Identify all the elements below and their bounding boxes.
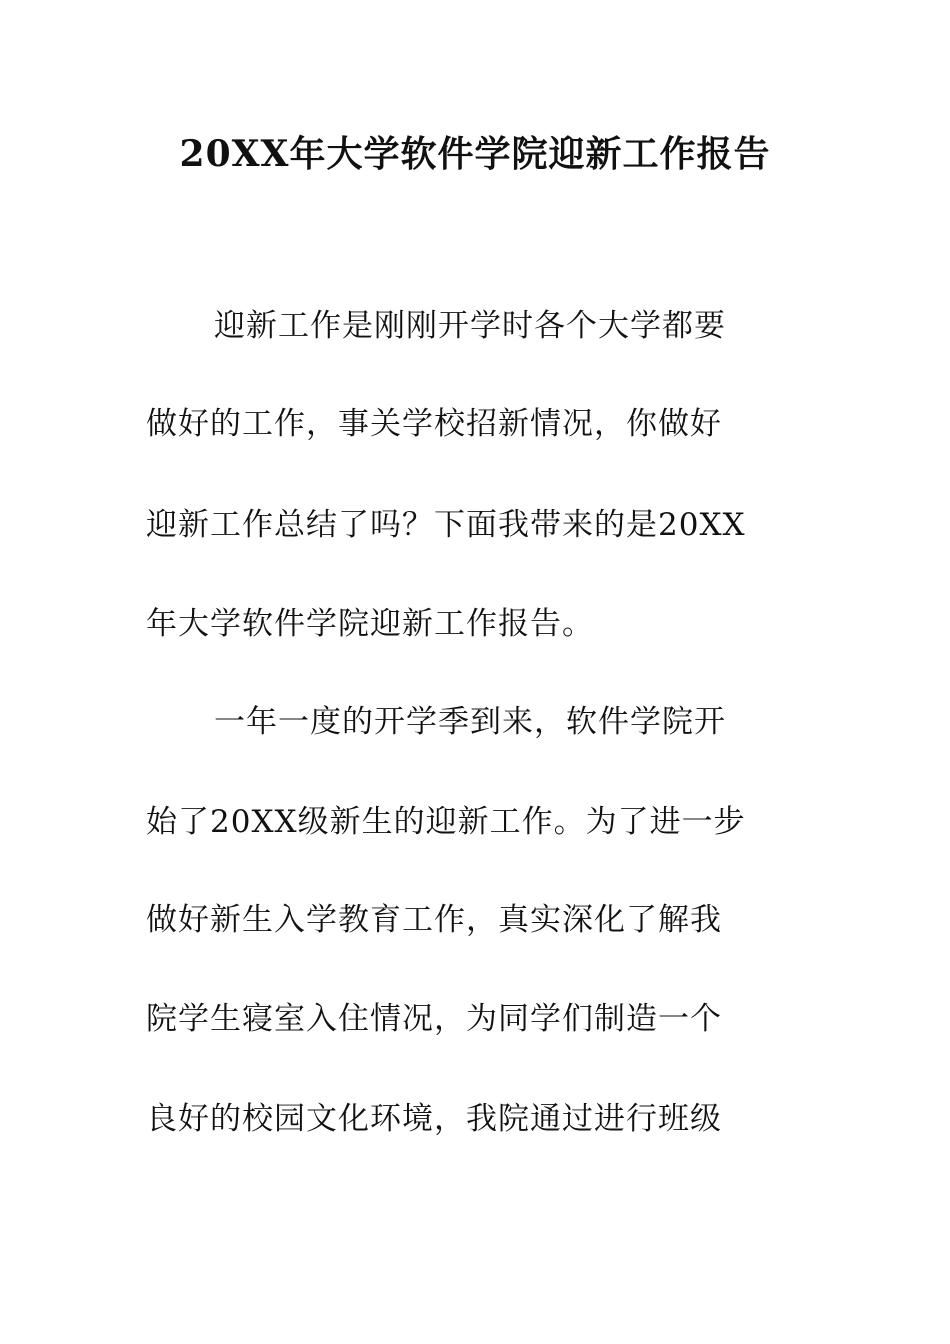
paragraph-line: 院学生寝室入住情况，为同学们制造一个 — [146, 1001, 722, 1037]
paragraph-line: 迎新工作是刚刚开学时各个大学都要 — [214, 308, 726, 344]
paragraph-line: 始了20XX级新生的迎新工作。为了进一步 — [146, 804, 746, 840]
paragraph-line: 良好的校园文化环境，我院通过进行班级 — [146, 1101, 722, 1137]
paragraph-line: 年大学软件学院迎新工作报告。 — [146, 606, 594, 642]
paragraph-line: 迎新工作总结了吗？下面我带来的是20XX — [146, 507, 746, 543]
document-title: 20XX年大学软件学院迎新工作报告 — [179, 133, 771, 175]
paragraph-line: 做好的工作，事关学校招新情况，你做好 — [146, 406, 722, 442]
paragraph-line: 做好新生入学教育工作，真实深化了解我 — [146, 902, 722, 938]
paragraph-line: 一年一度的开学季到来，软件学院开 — [214, 704, 726, 740]
